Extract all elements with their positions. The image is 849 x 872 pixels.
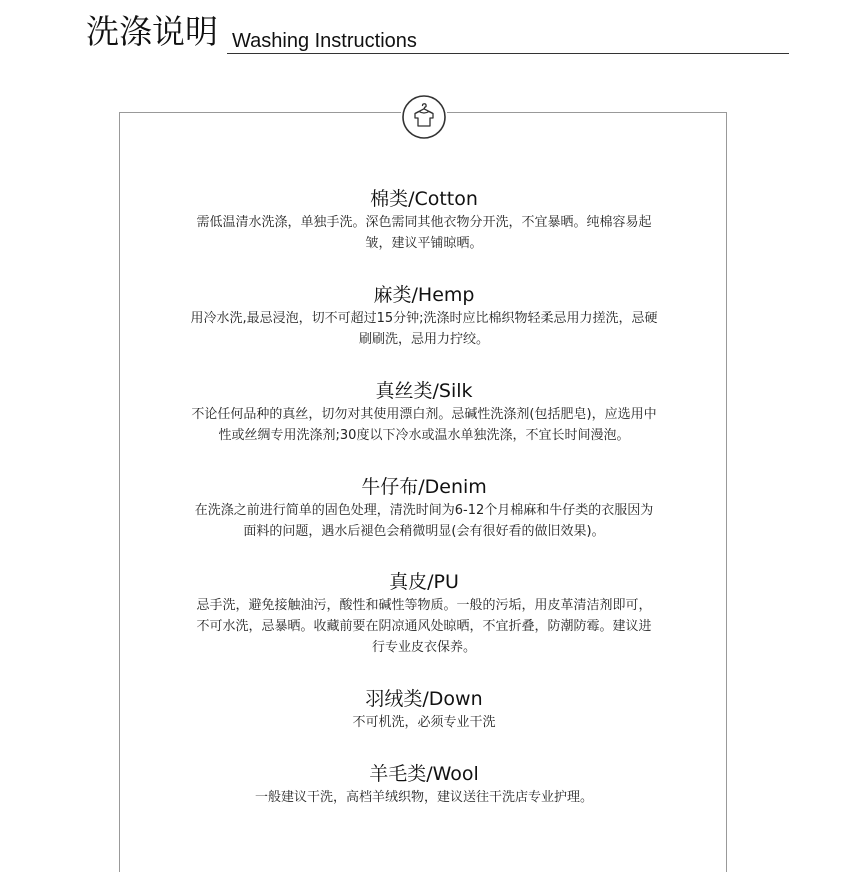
section-title: 麻类/Hemp: [373, 284, 475, 306]
section-title: 真皮/PU: [389, 571, 459, 593]
section-body: [150, 712, 698, 733]
body-line: 面料的问题，遇水后褪色会稍微明显(会有很好看的做旧效果)。: [243, 524, 605, 539]
body-line: 不可水洗，忌暴晒。收藏前要在阴凉通风处晾晒，不宜折叠，防潮防霉。建议进: [196, 619, 652, 634]
page-title: 洗涤说明: [86, 12, 218, 51]
section-title: 棉类/Cotton: [370, 188, 478, 210]
section-cotton: [150, 186, 698, 254]
body-line: 皱，建议平铺晾晒。: [365, 236, 483, 251]
header-divider: [227, 53, 789, 54]
body-line: 性或丝绸专用洗涤剂;30度以下冷水或温水单独洗涤，不宜长时间漫泡。: [218, 428, 630, 443]
body-line: 不论任何品种的真丝，切勿对其使用漂白剂。忌碱性洗涤剂(包括肥皂)，应选用中: [191, 407, 657, 422]
body-line: 一般建议干洗，高档羊绒织物，建议送往干洗店专业护理。: [254, 790, 593, 805]
section-hemp: [150, 282, 698, 350]
section-silk: [150, 378, 698, 446]
section-down: [150, 686, 698, 733]
section-body: [150, 212, 698, 254]
body-line: 在洗涤之前进行简单的固色处理，清洗时间为6-12个月棉麻和牛仔类的衣服因为: [194, 503, 654, 518]
section-denim: [150, 474, 698, 542]
body-line: 刷刷洗，忌用力拧绞。: [358, 332, 489, 347]
section-title: 真丝类/Silk: [375, 380, 473, 402]
body-line: 用冷水洗,最忌浸泡，切不可超过15分钟;洗涤时应比棉织物轻柔忌用力搓洗，忌硬: [190, 311, 658, 326]
body-line: 行专业皮衣保养。: [371, 640, 476, 655]
shirt-hanger-icon: [401, 94, 447, 140]
section-body: [150, 595, 698, 658]
section-body: [150, 404, 698, 446]
section-leather: [150, 569, 698, 658]
section-title: 羽绒类/Down: [365, 688, 483, 710]
section-body: [150, 500, 698, 542]
body-line: 需低温清水洗涤，单独手洗。深色需同其他衣物分开洗，不宜暴晒。纯棉容易起: [196, 215, 652, 230]
section-body: [150, 308, 698, 350]
section-body: [150, 787, 698, 808]
section-wool: [150, 761, 698, 808]
body-line: 不可机洗，必须专业干洗: [352, 715, 496, 730]
section-title: 羊毛类/Wool: [369, 763, 479, 785]
page-subtitle: Washing Instructions: [232, 30, 417, 52]
page-header: [86, 10, 789, 56]
section-title: 牛仔布/Denim: [361, 476, 487, 498]
body-line: 忌手洗，避免接触油污，酸性和碱性等物质。一般的污垢，用皮革清洁剂即可，: [196, 598, 652, 613]
